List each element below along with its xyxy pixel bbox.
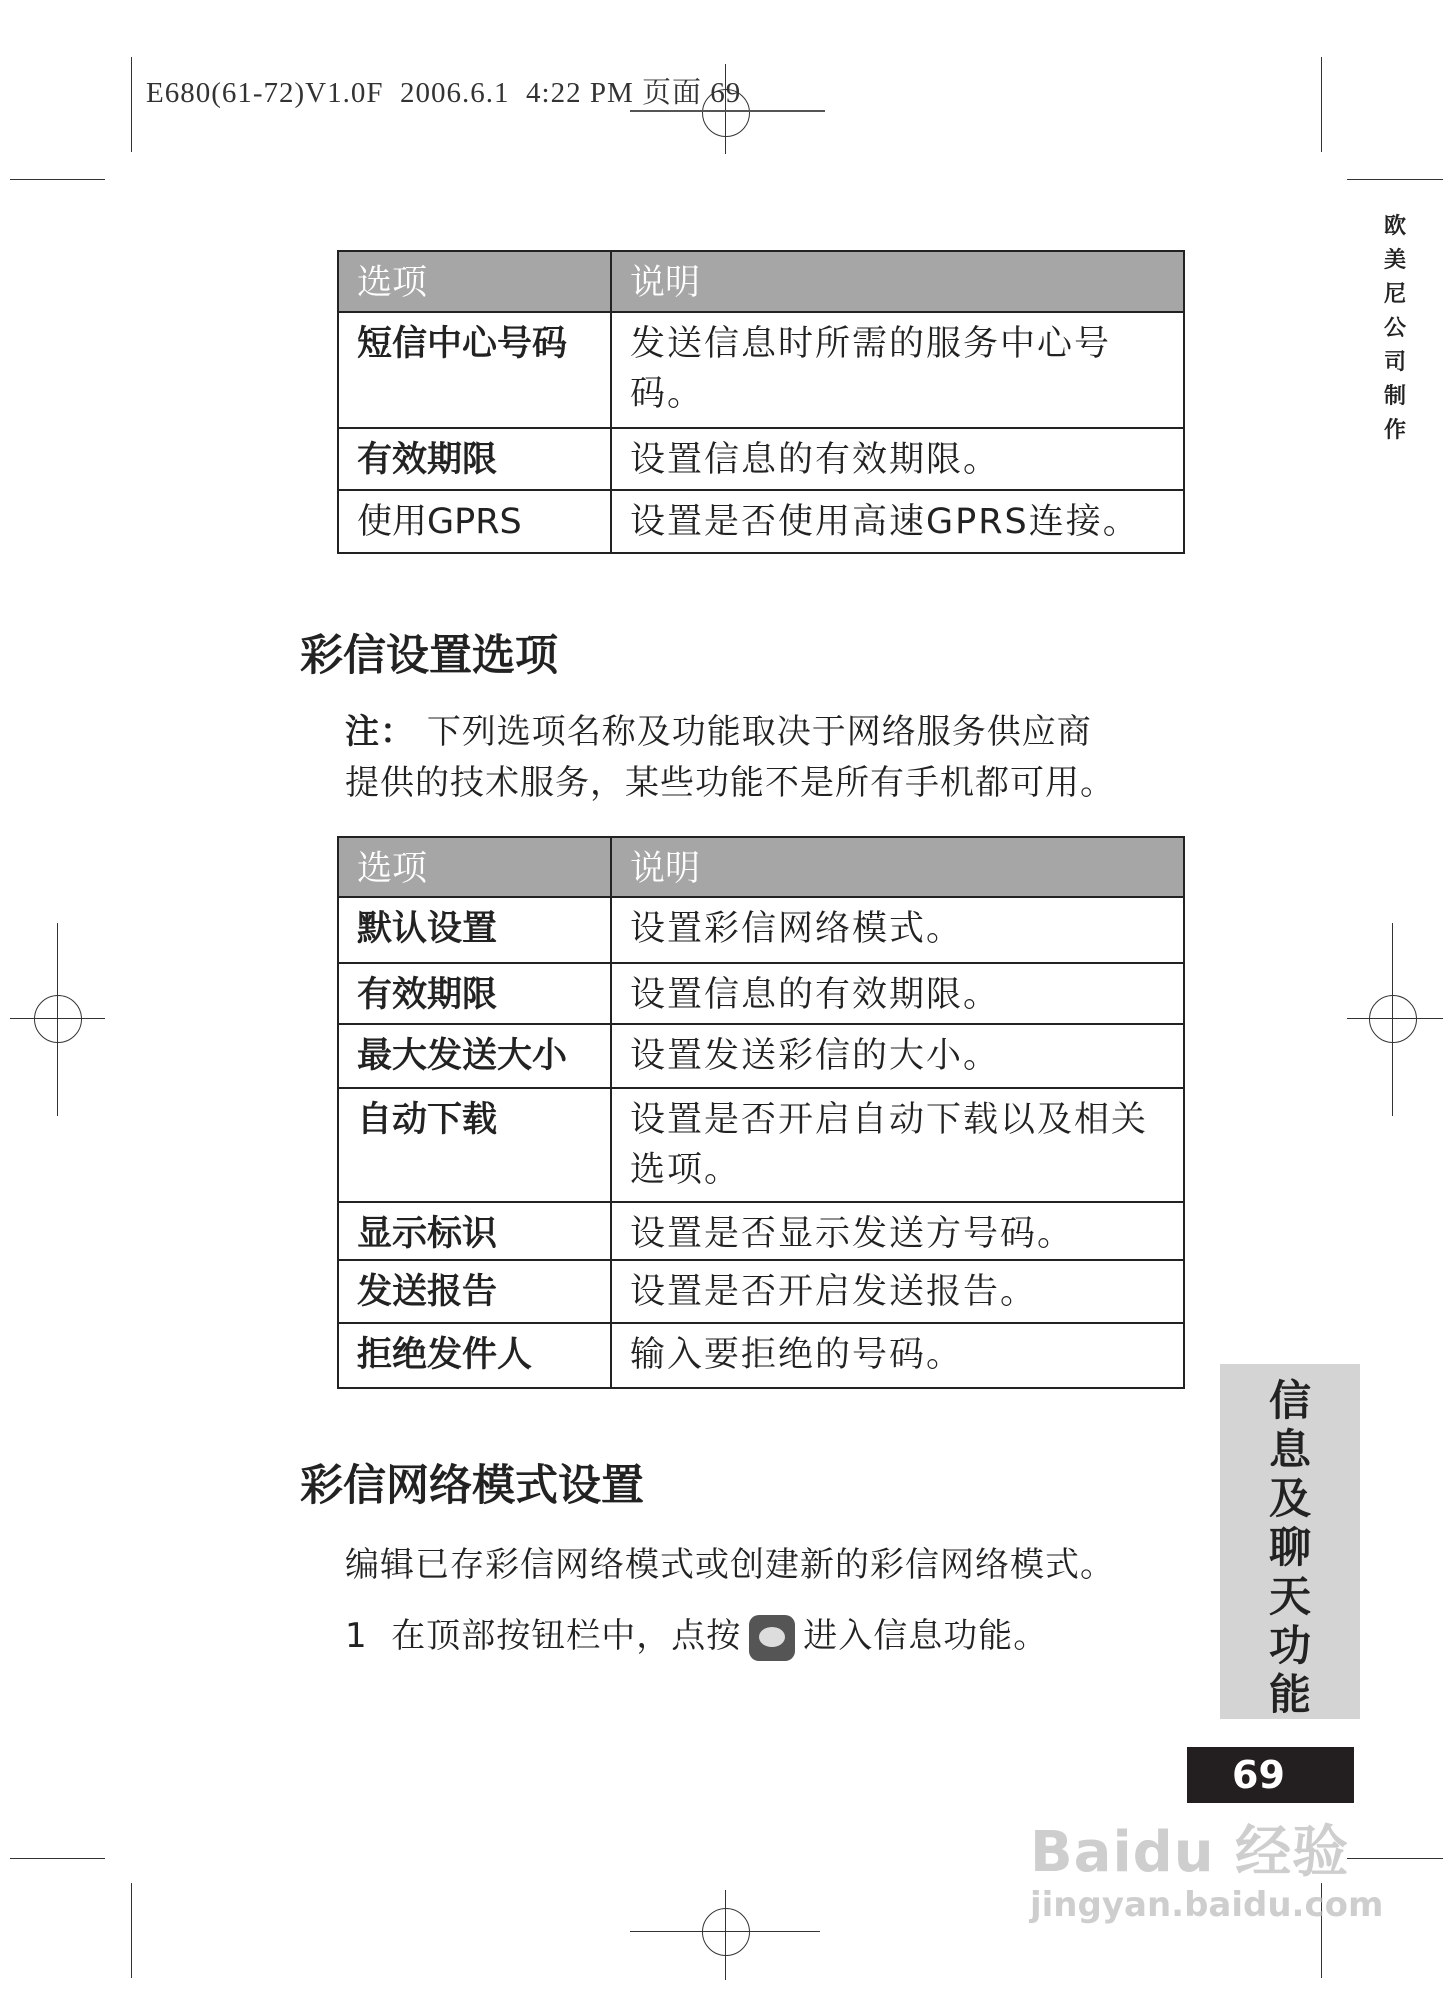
option-cell: 拒绝发件人 [338,1323,611,1388]
chapter-tab-char: 及 [1268,1474,1311,1523]
description-cell: 发送信息时所需的服务中心号码。 [611,312,1184,428]
option-cell: 有效期限 [338,963,611,1024]
crop-mark [10,179,105,180]
note-line [345,704,1092,753]
option-cell: 最大发送大小 [338,1024,611,1088]
note-line: 提供的技术服务，某些功能不是所有手机都可用。 [345,763,1115,803]
chapter-tab-char: 信 [1268,1376,1311,1425]
side-credit-char: 公 [1383,316,1406,341]
step-1 [345,1608,1048,1661]
table-header-row [338,837,1184,897]
mms-settings-table [337,836,1185,1389]
header-underline [630,110,825,112]
description-cell: 设置信息的有效期限。 [611,963,1184,1024]
description-cell: 设置是否开启发送报告。 [611,1260,1184,1323]
page-number: 69 [1187,1747,1354,1803]
column-header: 说明 [611,837,1184,897]
crop-mark [131,57,132,152]
option-cell: 默认设置 [338,897,611,963]
table-row [338,1260,1184,1323]
chapter-tab-char: 聊 [1268,1523,1311,1572]
chapter-tab-char: 能 [1268,1670,1311,1719]
chapter-tab [1220,1364,1360,1719]
table-row [338,963,1184,1024]
crop-mark [131,1883,132,1978]
description-cell: 输入要拒绝的号码。 [611,1323,1184,1388]
side-credit-char: 欧 [1383,214,1406,239]
section-title: 彩信网络模式设置 [300,1461,644,1511]
table-row [338,428,1184,490]
description-cell: 设置是否使用高速GPRS连接。 [611,490,1184,553]
option-cell: 自动下载 [338,1088,611,1202]
message-icon [749,1615,795,1661]
description-cell: 设置发送彩信的大小。 [611,1024,1184,1088]
column-header: 选项 [338,251,611,312]
sms-settings-table [337,250,1185,554]
table-row [338,1323,1184,1388]
step-text: 在顶部按钮栏中，点按 [391,1616,742,1656]
note-label: 注： [345,712,415,752]
crop-mark [1347,1858,1443,1859]
crop-mark [1321,57,1322,152]
option-cell: 有效期限 [338,428,611,490]
description-cell: 设置是否开启自动下载以及相关选项。 [611,1088,1184,1202]
description-cell: 设置是否显示发送方号码。 [611,1202,1184,1260]
side-credit-char: 尼 [1383,282,1406,307]
step-text: 进入信息功能。 [803,1616,1049,1656]
note-text: 下列选项名称及功能取决于网络服务供应商 [426,712,1092,752]
step-number: 1 [345,1616,368,1656]
table-row [338,1024,1184,1088]
table-row [338,897,1184,963]
option-cell: 显示标识 [338,1202,611,1260]
registration-mark-circle [702,1908,750,1956]
table-row [338,312,1184,428]
registration-mark-circle [1369,995,1417,1043]
option-cell: 短信中心号码 [338,312,611,428]
table-row [338,490,1184,553]
crop-mark [10,1858,105,1859]
side-credit-char: 司 [1383,350,1406,375]
chapter-tab-char: 功 [1268,1621,1311,1670]
section-title: 彩信设置选项 [300,631,558,681]
side-credit-char: 制 [1383,384,1406,409]
registration-mark-circle [34,995,82,1043]
table-row [338,1088,1184,1202]
side-credit-char: 美 [1383,248,1406,273]
table-row [338,1202,1184,1260]
column-header: 选项 [338,837,611,897]
print-header: E680(61-72)V1.0F 2006.6.1 4:22 PM 页面 69 [146,77,742,109]
intro-paragraph: 编辑已存彩信网络模式或创建新的彩信网络模式。 [345,1545,1115,1585]
description-cell: 设置信息的有效期限。 [611,428,1184,490]
column-header: 说明 [611,251,1184,312]
chapter-tab-char: 天 [1268,1572,1311,1621]
option-cell: 使用GPRS [338,490,611,553]
side-credit [1380,210,1410,448]
side-credit-char: 作 [1383,418,1406,443]
watermark-logo: Baidu 经验 [1030,1820,1350,1885]
crop-mark [1347,179,1443,180]
watermark-url: jingyan.baidu.com [1030,1885,1384,1925]
description-cell: 设置彩信网络模式。 [611,897,1184,963]
chapter-tab-char: 息 [1268,1425,1311,1474]
option-cell: 发送报告 [338,1260,611,1323]
table-header-row [338,251,1184,312]
